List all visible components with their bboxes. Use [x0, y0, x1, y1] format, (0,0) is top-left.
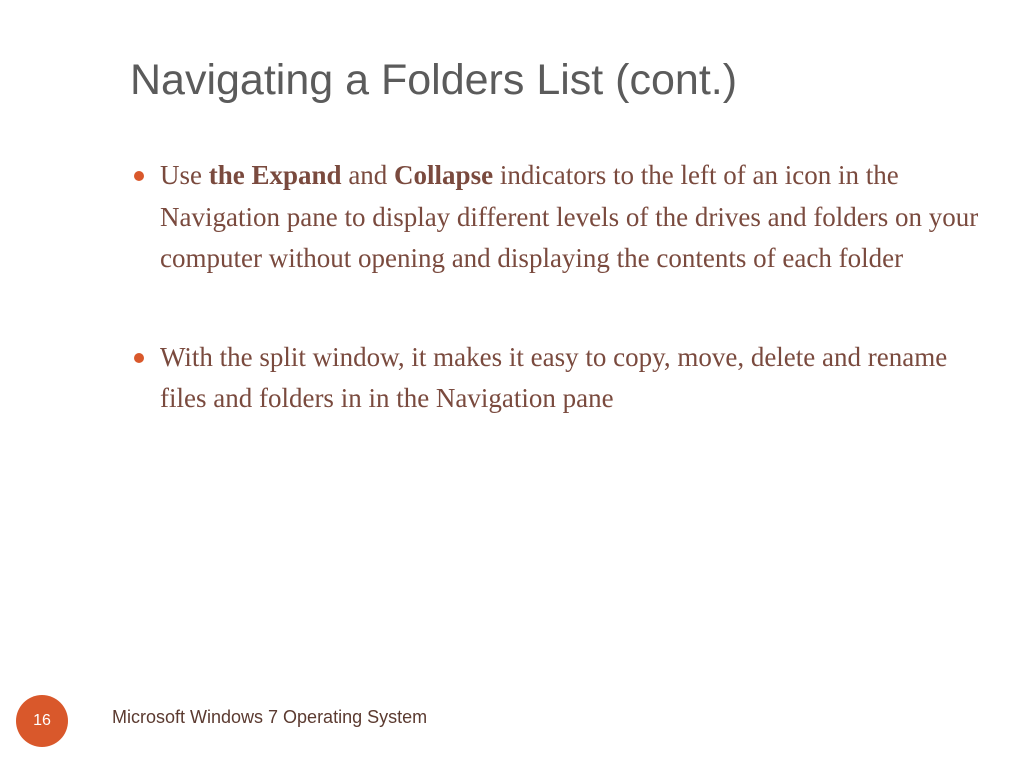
bullet-text: indicators to the left of an icon in the Navigation pane to display different levels of the drives and folders on your computer without opening and displaying the contents of each folder	[160, 160, 986, 273]
bullet-list	[130, 155, 990, 420]
bullet-text: With the split window, it makes it easy to copy, move, delete and rename files and folders in in the Navigation pane	[160, 341, 954, 413]
slide-title: Navigating a Folders List (cont.)	[130, 56, 738, 104]
bullet-text: and	[341, 160, 395, 190]
bullet-text: Use	[160, 160, 209, 190]
bullet-dot-icon	[134, 353, 144, 363]
bullet-text-bold: Collapse	[394, 160, 494, 190]
bullet-item	[130, 155, 990, 280]
slide-number-badge: 16	[16, 695, 68, 747]
bullet-dot-icon	[134, 171, 144, 181]
bullet-text-bold: the Expand	[208, 160, 342, 190]
footer-text: Microsoft Windows 7 Operating System	[112, 707, 428, 727]
bullet-item	[130, 337, 990, 420]
